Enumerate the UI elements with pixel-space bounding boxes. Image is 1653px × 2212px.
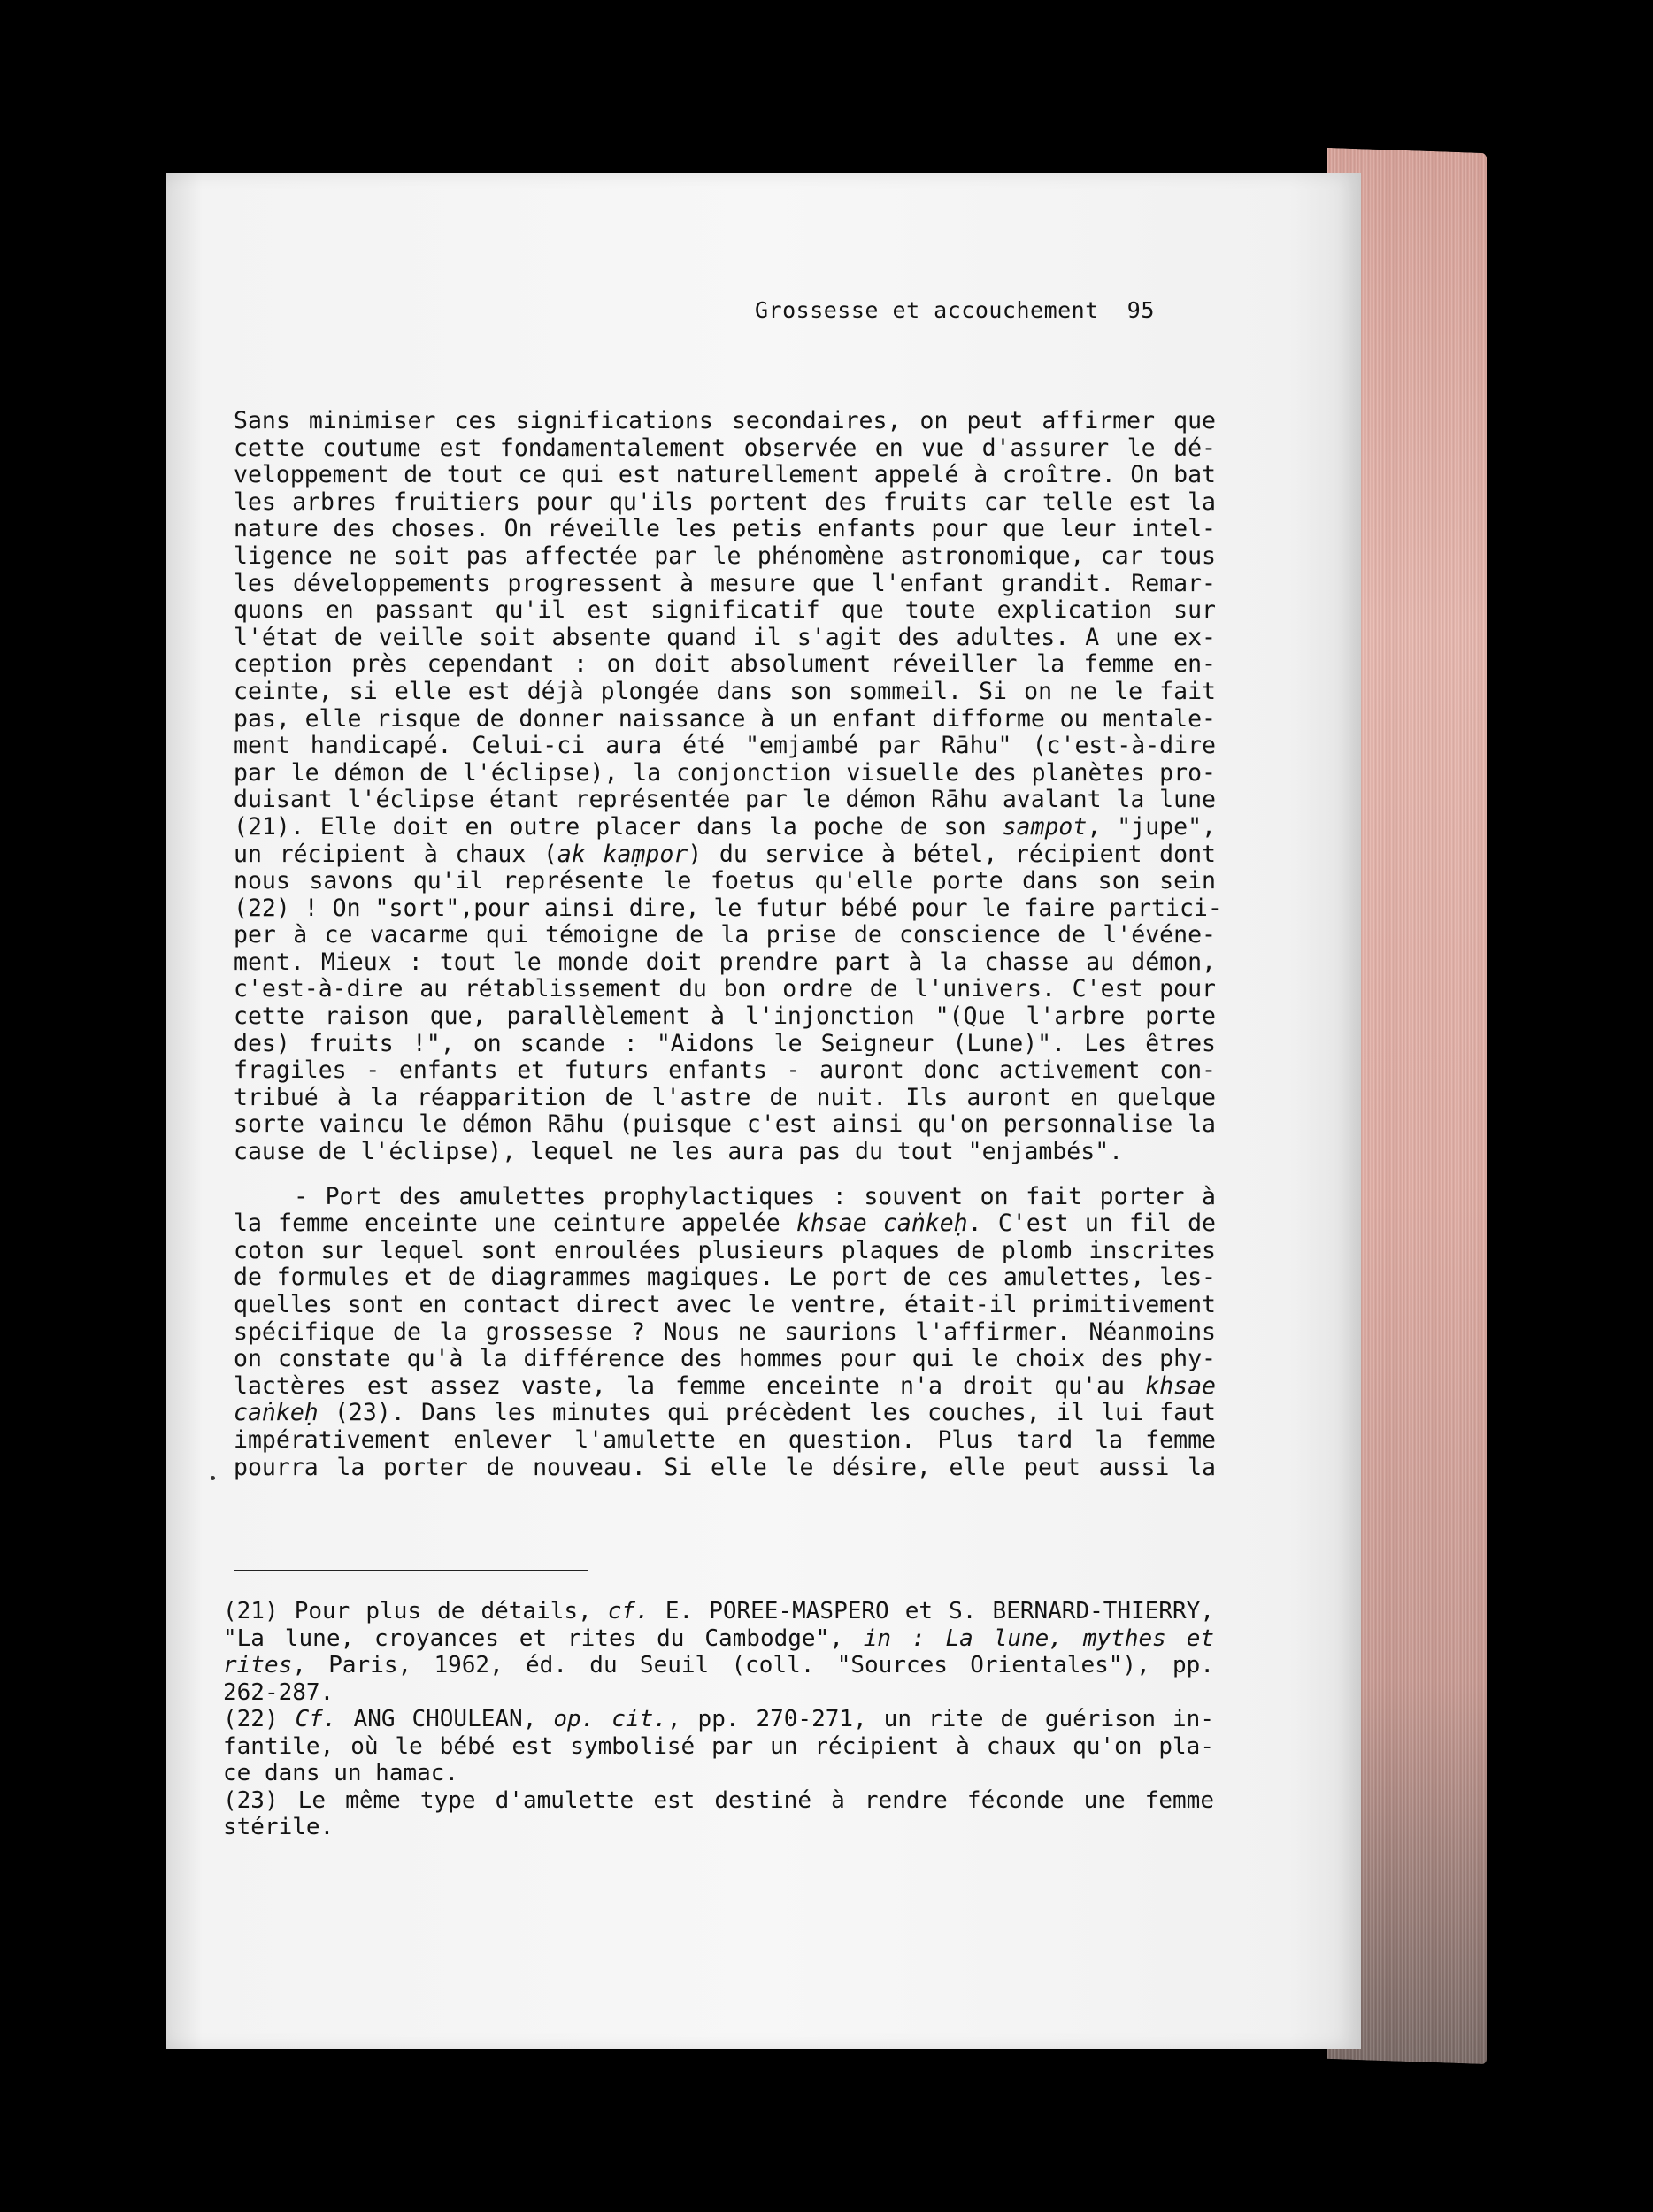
italic-term: rites xyxy=(223,1652,293,1678)
margin-dot xyxy=(211,1476,215,1480)
page-number: 95 xyxy=(1126,297,1155,323)
text-segment: ) du service à bétel, récipient dont xyxy=(688,840,1216,868)
text-segment: (22) xyxy=(223,1706,296,1732)
text-line: quons en passant qu'il est significatif que toute explication sur xyxy=(234,596,1216,625)
italic-term: khsae xyxy=(1145,1371,1216,1400)
text-line: spécifique de la grossesse ? Nous ne saurions l'affirmer. Néanmoins xyxy=(234,1317,1216,1346)
text-segment: "La lune, croyances et rites du Cambodge", xyxy=(223,1624,864,1652)
footnote-line: ce dans un hamac. xyxy=(223,1760,459,1786)
text-line xyxy=(234,841,1216,869)
footnote-line xyxy=(223,1598,1214,1625)
footnote-line: 262-287. xyxy=(223,1678,334,1706)
text-segment: , pp. 270-271, un rite de guérison in- xyxy=(666,1706,1214,1732)
footnote-line xyxy=(223,1625,1214,1653)
text-segment: ANG CHOULEAN, xyxy=(336,1706,554,1732)
text-line: par le démon de l'éclipse), la conjonction visuelle des planètes pro- xyxy=(234,758,1216,787)
text-line: duisant l'éclipse étant représentée par le démon Rāhu avalant la lune xyxy=(234,786,1216,814)
text-line: fragiles - enfants et futurs enfants - auront donc activement con- xyxy=(234,1056,1216,1085)
text-segment: E. POREE-MASPERO et S. BERNARD-THIERRY, xyxy=(649,1598,1214,1624)
text-line: de formules et de diagrammes magiques. Le port de ces amulettes, les- xyxy=(234,1263,1216,1292)
text-line: cette coutume est fondamentalement observée en vue d'assurer le dé- xyxy=(234,434,1216,462)
text-line: cette raison que, parallèlement à l'injonction "(Que l'arbre porte xyxy=(234,1002,1216,1031)
text-line xyxy=(234,1373,1216,1401)
text-line xyxy=(234,1400,1216,1427)
text-segment: (23). Dans les minutes qui précèdent les couches, il lui faut xyxy=(318,1399,1216,1427)
text-line: tribué à la réapparition de l'astre de nuit. Ils auront en quelque xyxy=(234,1083,1216,1111)
text-line: pourra la porter de nouveau. Si elle le désire, elle peut aussi la xyxy=(234,1453,1216,1481)
text-line xyxy=(234,1210,1216,1238)
text-line: (22) ! On "sort",pour ainsi dire, le futur bébé pour le faire partici- xyxy=(234,894,1222,922)
text-line: - Port des amulettes prophylactiques : souvent on fait porter à xyxy=(294,1182,1216,1210)
text-line: nature des choses. On réveille les petis enfants pour que leur intel- xyxy=(234,515,1216,543)
text-line: des) fruits !", on scande : "Aidons le Seigneur (Lune)". Les êtres xyxy=(234,1029,1216,1057)
text-line: nous savons qu'il représente le foetus qu'elle porte dans son sein xyxy=(234,867,1216,895)
footnote-line xyxy=(223,1652,1214,1679)
text-line: ment handicapé. Celui-ci aura été "emjambé par Rāhu" (c'est-à-dire xyxy=(234,732,1216,760)
text-line: impérativement enlever l'amulette en question. Plus tard la femme xyxy=(234,1425,1216,1454)
italic-term: khsae caṅkeḥ xyxy=(796,1210,968,1238)
text-line: pas, elle risque de donner naissance à un enfant difforme ou mentale- xyxy=(234,704,1216,733)
text-line: ligence ne soit pas affectée par le phénomène astronomique, car tous xyxy=(234,541,1216,570)
italic-term: caṅkeḥ xyxy=(234,1399,319,1427)
text-line: coton sur lequel sont enroulées plusieurs plaques de plomb inscrites xyxy=(234,1236,1216,1264)
text-line: sorte vaincu le démon Rāhu (puisque c'est ainsi qu'on personnalise la xyxy=(234,1110,1216,1139)
text-segment: un récipient à chaux ( xyxy=(234,840,557,868)
text-line: per à ce vacarme qui témoigne de la prise de conscience de l'événe- xyxy=(234,921,1216,949)
italic-term: op. cit. xyxy=(553,1706,667,1732)
text-segment: , Paris, 1962, éd. du Seuil (coll. "Sources Orientales"), pp. xyxy=(292,1652,1214,1678)
text-segment: , "jupe", xyxy=(1087,812,1216,841)
running-head xyxy=(755,297,1155,323)
text-line: c'est-à-dire au rétablissement du bon ordre de l'univers. C'est pour xyxy=(234,975,1216,1003)
italic-term: in : La lune, mythes et xyxy=(863,1624,1215,1652)
body-text xyxy=(234,407,1222,1481)
italic-term: sampot xyxy=(1002,812,1088,841)
paragraph-gap xyxy=(234,1166,1216,1184)
text-line: les développements progressent à mesure que l'enfant grandit. Remar- xyxy=(234,569,1216,597)
text-line: l'état de veille soit absente quand il s'agit des adultes. A une ex- xyxy=(234,623,1216,651)
footnote-rule xyxy=(234,1570,588,1571)
text-segment: (21). Elle doit en outre placer dans la poche de son xyxy=(234,812,1003,841)
italic-term: Cf. xyxy=(295,1706,337,1732)
text-line: ceinte, si elle est déjà plongée dans son sommeil. Si on ne le fait xyxy=(234,677,1216,705)
text-line: Sans minimiser ces significations secondaires, on peut affirmer que xyxy=(234,407,1216,434)
footnote-line xyxy=(223,1706,1214,1733)
text-line: on constate qu'à la différence des hommes pour qui le choix des phy- xyxy=(234,1345,1216,1373)
text-line: cause de l'éclipse), lequel ne les aura pas du tout "enjambés". xyxy=(234,1138,1124,1166)
text-line: ception près cependant : on doit absolument réveiller la femme en- xyxy=(234,650,1216,679)
book-page xyxy=(166,173,1361,2049)
italic-term: ak kaṃpor xyxy=(557,840,688,868)
running-head-title: Grossesse et accouchement xyxy=(755,297,1099,323)
footnote-line: fantile, où le bébé est symbolisé par un récipient à chaux qu'on pla- xyxy=(223,1732,1214,1760)
text-segment: . C'est un fil de xyxy=(967,1210,1216,1238)
text-line xyxy=(234,814,1216,841)
text-segment: lactères est assez vaste, la femme enceinte n'a droit qu'au xyxy=(234,1371,1146,1400)
footnote-line: (23) Le même type d'amulette est destiné à rendre féconde une femme xyxy=(223,1786,1214,1814)
text-line: quelles sont en contact direct avec le ventre, était-il primitivement xyxy=(234,1291,1216,1318)
text-segment: (21) Pour plus de détails, xyxy=(223,1598,608,1624)
footnotes xyxy=(223,1598,1214,1841)
text-line: veloppement de tout ce qui est naturellement appelé à croître. On bat xyxy=(234,461,1216,489)
text-segment: la femme enceinte une ceinture appelée xyxy=(234,1210,796,1238)
italic-term: cf. xyxy=(607,1598,650,1624)
footnote-line: stérile. xyxy=(223,1814,334,1840)
text-line: ment. Mieux : tout le monde doit prendre part à la chasse au démon, xyxy=(234,948,1216,976)
text-line: les arbres fruitiers pour qu'ils portent des fruits car telle est la xyxy=(234,488,1216,516)
